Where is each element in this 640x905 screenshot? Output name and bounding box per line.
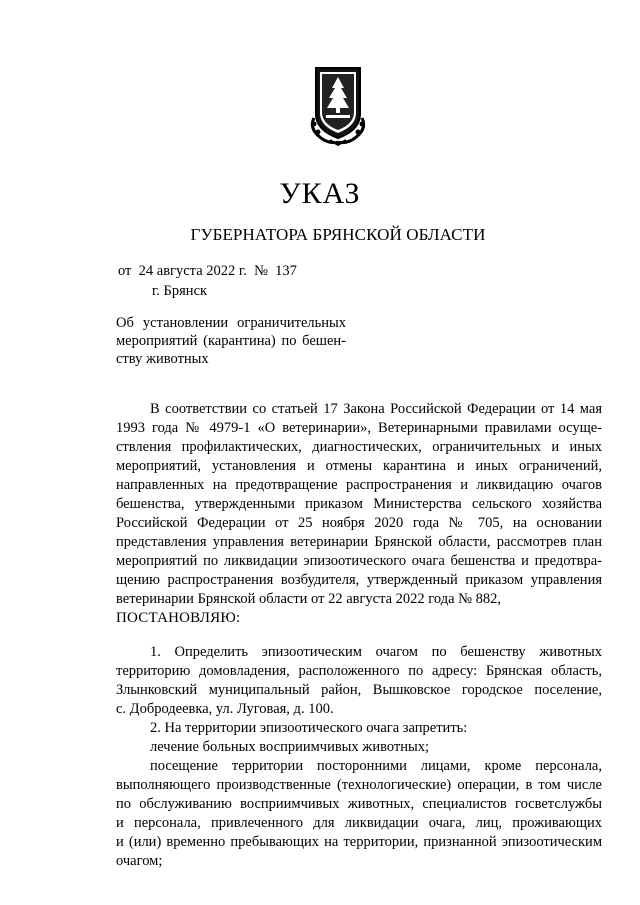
preamble-line: 1993 года № 4979-1 «О ветеринарии», Ветеринарными правилами осуще-: [116, 420, 602, 436]
document-city: г. Брянск: [152, 283, 208, 299]
preamble-line: ветеринарии Брянской области от 22 августа 2022 года № 882,: [116, 591, 502, 607]
item2-sub2-line: очагом;: [116, 853, 163, 869]
preamble-line: ствления профилактических, диагностических, ограничительных и иных: [116, 439, 602, 455]
item1-line: территорию домовладения, расположенного по адресу: Брянская область,: [116, 663, 602, 679]
heading-line: Об установлении ограничительных: [116, 315, 346, 331]
document-date-number: от 24 августа 2022 г. № 137: [118, 263, 297, 279]
decree-heading: [116, 314, 346, 368]
document-subtitle: ГУБЕРНАТОРА БРЯНСКОЙ ОБЛАСТИ: [190, 225, 486, 244]
item2-sub2-line: и персонала, привлеченного для ликвидации очага, лиц, проживающих: [116, 815, 602, 831]
item2-sub2-line: посещение территории посторонними лицами, кроме персонала,: [150, 758, 602, 774]
item2-sub1: лечение больных восприимчивых животных;: [150, 739, 429, 755]
heading-line: мероприятий (карантина) по бешен-: [116, 333, 346, 349]
item1-line: с. Добродеевка, ул. Луговая, д. 100.: [116, 701, 334, 717]
decree-body: [116, 400, 602, 871]
decree-word: ПОСТАНОВЛЯЮ:: [116, 610, 241, 626]
item2-title: 2. На территории эпизоотического очага запретить:: [150, 720, 468, 736]
preamble-line: мероприятий по ликвидации эпизоотического очага бешенства и предотвра-: [116, 553, 602, 569]
heading-line: ству животных: [116, 351, 209, 367]
preamble-line: щению распространения возбудителя, утвержденный приказом управления: [116, 572, 602, 588]
preamble-line: Российской Федерации от 25 ноября 2020 года № 705, на основании: [116, 515, 602, 531]
item2-sub2-line: выполняющего производственные (технологические) операции, в том числе: [116, 777, 602, 793]
document-title: УКАЗ: [279, 177, 361, 210]
item1-line: Злынковский муниципальный район, Вышковское городское поселение,: [116, 682, 602, 698]
preamble-line: направленных на предотвращение распространения и ликвидацию очагов: [116, 477, 602, 493]
preamble-line: мероприятий, установления и отмены карантина и иных ограничений,: [116, 458, 602, 474]
preamble-line: представления управления ветеринарии Брянской области, рассмотрев план: [116, 534, 602, 550]
bryansk-coat-of-arms-icon: [302, 64, 374, 146]
preamble-line: В соответствии со статьей 17 Закона Российской Федерации от 14 мая: [150, 401, 602, 417]
item1-line: 1. Определить эпизоотическим очагом по бешенству животных: [150, 644, 602, 660]
preamble-line: бешенства, утвержденными приказом Министерства сельского хозяйства: [116, 496, 602, 512]
item2-sub2-line: и (или) временно пребывающих на территории, признанной эпизоотическим: [116, 834, 602, 850]
item2-sub2-line: по обслуживанию восприимчивых животных, специалистов госветслужбы: [116, 796, 602, 812]
